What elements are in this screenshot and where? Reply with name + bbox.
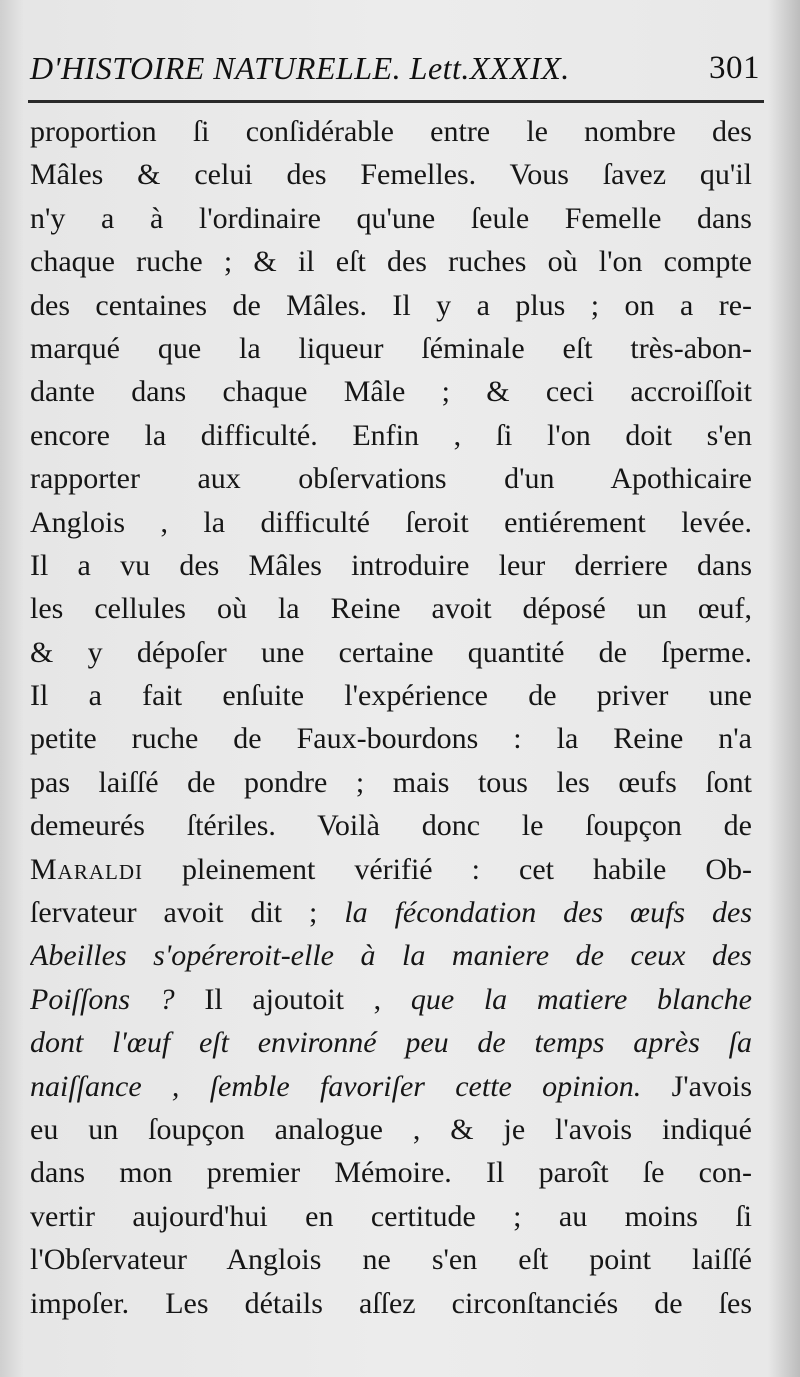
text-run: Il a fait enſuite l'expérience de priver une	[30, 679, 752, 713]
text-line	[30, 327, 752, 370]
text-run: proportion ſi conſidérable entre le nombre des	[30, 115, 752, 148]
text-line	[30, 1195, 752, 1238]
header-rule	[28, 100, 764, 103]
text-run: Il a vu des Mâles introduire leur derriere dans	[30, 548, 752, 582]
italic-run: naiſſance , ſemble favoriſer cette opinion.	[30, 1069, 642, 1103]
text-run: petite ruche de Faux-bourdons : la Reine n'a	[30, 722, 752, 756]
page-header	[30, 46, 760, 96]
text-line	[30, 544, 752, 587]
text-line	[30, 674, 752, 717]
text-line	[30, 631, 752, 674]
text-run: les cellules où la Reine avoit déposé un œuf,	[30, 592, 752, 626]
text-run: dans mon premier Mémoire. Il paroît ſe con-	[30, 1156, 752, 1190]
text-run: rapporter aux obſervations d'un Apothicaire	[30, 462, 752, 496]
text-line	[30, 978, 752, 1021]
text-line	[30, 891, 752, 934]
text-line	[30, 197, 752, 240]
text-run: demeurés ſtériles. Voilà donc le ſoupçon de	[30, 809, 752, 843]
text-line	[30, 1108, 752, 1151]
text-run: ſervateur avoit dit ;	[30, 896, 345, 930]
body-text	[30, 110, 752, 1325]
text-line	[30, 501, 752, 544]
text-run: encore la difficulté. Enfin , ſi l'on doit s'en	[30, 418, 752, 452]
text-run: des centaines de Mâles. Il y a plus ; on a re-	[30, 288, 752, 322]
page-number: 301	[709, 50, 760, 86]
italic-run: Abeilles s'opéreroit-elle à la maniere de ceux des	[30, 939, 752, 973]
italic-run: la fécondation des œufs des	[344, 896, 752, 930]
text-line	[30, 240, 752, 283]
text-line	[30, 153, 752, 196]
text-run: Mâles & celui des Femelles. Vous ſavez qu'il	[30, 158, 752, 192]
italic-run: que la matiere blanche	[410, 982, 752, 1016]
smallcaps-run: Maraldi	[30, 852, 143, 886]
italic-run: dont l'œuf eſt environné peu de temps après ſa	[30, 1026, 752, 1060]
text-line	[30, 1238, 752, 1281]
text-line	[30, 804, 752, 847]
text-line	[30, 457, 752, 500]
text-line	[30, 1282, 752, 1325]
text-line	[30, 110, 752, 153]
text-run: impoſer. Les détails aſſez circonſtanciés de ſes	[30, 1286, 752, 1320]
text-line	[30, 761, 752, 804]
text-run: pleinement vérifié : cet habile Ob-	[143, 852, 752, 886]
text-run: marqué que la liqueur ſéminale eſt très-abon-	[30, 331, 752, 365]
text-line	[30, 934, 752, 977]
text-line	[30, 284, 752, 327]
text-run: chaque ruche ; & il eſt des ruches où l'on compte	[30, 245, 752, 279]
text-line	[30, 1151, 752, 1194]
text-line	[30, 587, 752, 630]
text-run: Anglois , la difficulté ſeroit entiérement levée.	[30, 505, 752, 539]
text-line	[30, 717, 752, 760]
text-line	[30, 414, 752, 457]
text-run: n'y a à l'ordinaire qu'une ſeule Femelle dans	[30, 201, 752, 235]
text-line	[30, 1021, 752, 1064]
text-run: pas laiſſé de pondre ; mais tous les œufs ſont	[30, 765, 752, 799]
text-run: vertir aujourd'hui en certitude ; au moins ſi	[30, 1199, 752, 1233]
text-line	[30, 370, 752, 413]
text-run: Il ajoutoit ,	[174, 982, 411, 1016]
text-run: & y dépoſer une certaine quantité de ſperme.	[30, 635, 752, 669]
text-run: J'avois	[641, 1069, 752, 1103]
text-line	[30, 848, 752, 891]
text-run: dante dans chaque Mâle ; & ceci accroiſſoit	[30, 375, 752, 409]
text-run: eu un ſoupçon analogue , & je l'avois indiqué	[30, 1112, 752, 1146]
text-run: l'Obſervateur Anglois ne s'en eſt point laiſſé	[30, 1243, 752, 1277]
running-title: D'HISTOIRE NATURELLE. Lett.XXXIX.	[30, 50, 570, 86]
text-line	[30, 1065, 752, 1108]
italic-run: Poiſſons ?	[30, 982, 175, 1016]
